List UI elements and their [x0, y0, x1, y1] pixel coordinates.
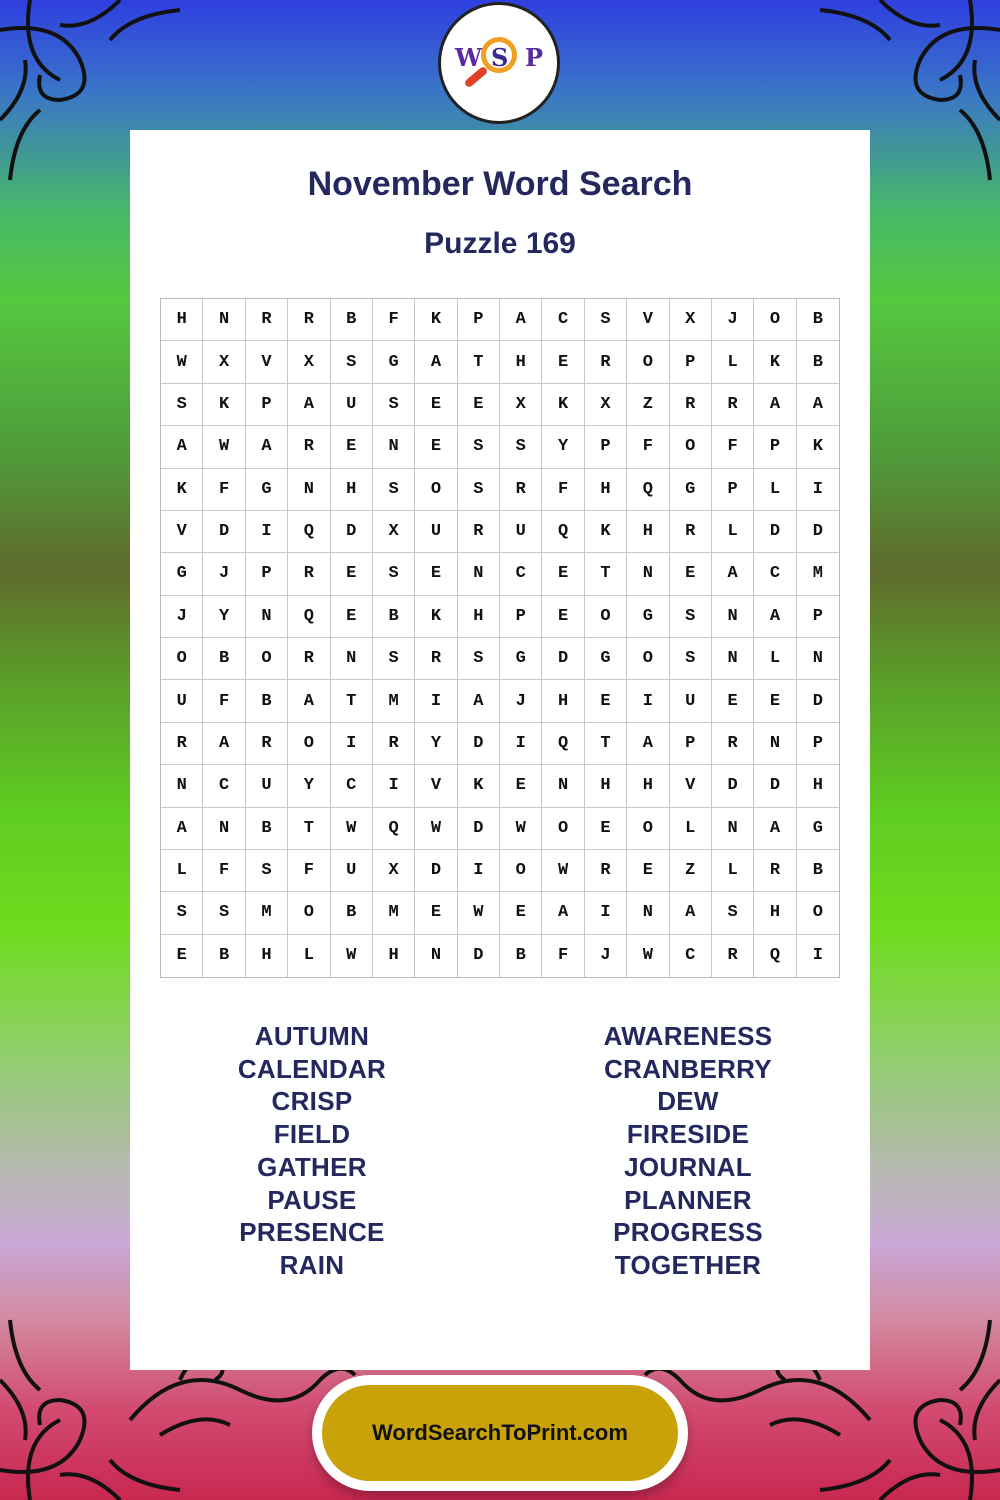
grid-cell[interactable]: D — [542, 638, 584, 680]
grid-cell[interactable]: R — [712, 935, 754, 977]
wsp-logo[interactable] — [438, 2, 560, 124]
grid-cell[interactable]: Q — [288, 511, 330, 553]
grid-cell[interactable]: S — [373, 553, 415, 595]
grid-cell[interactable]: Q — [288, 596, 330, 638]
grid-cell[interactable]: G — [797, 808, 839, 850]
grid-cell[interactable]: O — [288, 723, 330, 765]
grid-cell[interactable]: O — [754, 299, 796, 341]
grid-cell[interactable]: N — [415, 935, 457, 977]
grid-cell[interactable]: R — [712, 384, 754, 426]
logo-letter-p: P — [525, 43, 544, 72]
grid-cell[interactable]: O — [627, 808, 669, 850]
grid-cell[interactable]: S — [670, 596, 712, 638]
grid-cell[interactable]: N — [712, 808, 754, 850]
page-title: November Word Search — [307, 165, 693, 203]
grid-cell[interactable]: X — [288, 341, 330, 383]
grid-cell[interactable]: D — [458, 808, 500, 850]
grid-cell[interactable]: D — [458, 935, 500, 977]
grid-cell[interactable]: I — [415, 680, 457, 722]
grid-cell[interactable]: O — [246, 638, 288, 680]
grid-cell[interactable]: W — [542, 850, 584, 892]
grid-cell[interactable]: B — [203, 935, 245, 977]
grid-cell[interactable]: A — [542, 892, 584, 934]
grid-cell[interactable]: A — [754, 808, 796, 850]
grid-cell[interactable]: B — [797, 341, 839, 383]
grid-cell[interactable]: S — [458, 426, 500, 468]
grid-cell[interactable]: P — [670, 341, 712, 383]
grid-cell[interactable]: E — [500, 892, 542, 934]
grid-cell[interactable]: K — [797, 426, 839, 468]
grid-cell[interactable]: A — [161, 808, 203, 850]
grid-cell[interactable]: T — [585, 553, 627, 595]
grid-cell[interactable]: H — [542, 680, 584, 722]
grid-cell[interactable]: O — [627, 638, 669, 680]
logo-letter-w: W — [455, 43, 482, 72]
grid-cell[interactable]: X — [670, 299, 712, 341]
grid-cell[interactable]: H — [331, 469, 373, 511]
grid-cell[interactable]: B — [246, 808, 288, 850]
grid-cell[interactable]: U — [246, 765, 288, 807]
grid-cell[interactable]: G — [627, 596, 669, 638]
grid-cell[interactable]: P — [797, 596, 839, 638]
grid-cell[interactable]: N — [203, 299, 245, 341]
grid-cell[interactable]: E — [331, 553, 373, 595]
grid-cell[interactable]: O — [627, 341, 669, 383]
grid-cell[interactable]: R — [754, 850, 796, 892]
grid-cell[interactable]: H — [627, 511, 669, 553]
grid-cell[interactable]: D — [754, 511, 796, 553]
grid-cell[interactable]: A — [458, 680, 500, 722]
grid-cell[interactable]: G — [500, 638, 542, 680]
grid-cell[interactable]: H — [246, 935, 288, 977]
grid-cell[interactable]: A — [288, 680, 330, 722]
grid-cell[interactable]: S — [331, 341, 373, 383]
grid-cell[interactable]: W — [331, 935, 373, 977]
puzzle-number: Puzzle 169 — [424, 227, 576, 260]
word-item: GATHER — [257, 1151, 367, 1182]
word-item: PRESENCE — [239, 1217, 385, 1248]
grid-cell[interactable]: I — [500, 723, 542, 765]
grid-cell[interactable]: R — [288, 426, 330, 468]
grid-cell[interactable]: J — [500, 680, 542, 722]
grid-cell[interactable]: W — [161, 341, 203, 383]
grid-cell[interactable]: F — [542, 469, 584, 511]
grid-cell[interactable]: U — [415, 511, 457, 553]
grid-cell[interactable]: G — [585, 638, 627, 680]
grid-cell[interactable]: Q — [754, 935, 796, 977]
grid-cell[interactable]: N — [797, 638, 839, 680]
grid-cell[interactable]: L — [670, 808, 712, 850]
grid-cell[interactable]: C — [754, 553, 796, 595]
grid-cell[interactable]: E — [161, 935, 203, 977]
word-item: PAUSE — [267, 1184, 357, 1215]
grid-cell[interactable]: R — [288, 553, 330, 595]
grid-cell[interactable]: H — [585, 469, 627, 511]
grid-cell[interactable]: R — [161, 723, 203, 765]
grid-cell[interactable]: N — [627, 553, 669, 595]
grid-cell[interactable]: S — [585, 299, 627, 341]
word-item: CALENDAR — [237, 1053, 387, 1084]
website-label: WordSearchToPrint.com — [372, 1420, 628, 1445]
grid-cell[interactable]: W — [203, 426, 245, 468]
word-item: AUTUMN — [254, 1021, 370, 1051]
grid-cell[interactable]: D — [797, 511, 839, 553]
grid-cell[interactable]: Y — [203, 596, 245, 638]
grid-cell[interactable]: E — [415, 892, 457, 934]
grid-cell[interactable]: E — [458, 384, 500, 426]
grid-cell[interactable]: R — [670, 511, 712, 553]
grid-cell[interactable]: V — [627, 299, 669, 341]
grid-cell[interactable]: L — [754, 469, 796, 511]
grid-cell[interactable]: H — [373, 935, 415, 977]
grid-cell[interactable]: N — [458, 553, 500, 595]
grid-cell[interactable]: R — [585, 850, 627, 892]
grid-cell[interactable]: E — [754, 680, 796, 722]
grid-cell[interactable]: F — [203, 850, 245, 892]
grid-cell[interactable]: U — [500, 511, 542, 553]
grid-cell[interactable]: R — [670, 384, 712, 426]
grid-cell[interactable]: W — [627, 935, 669, 977]
grid-cell[interactable]: R — [712, 723, 754, 765]
grid-cell[interactable]: B — [331, 892, 373, 934]
grid-cell[interactable]: F — [288, 850, 330, 892]
grid-cell[interactable]: K — [415, 596, 457, 638]
word-item: PROGRESS — [613, 1217, 763, 1248]
grid-cell[interactable]: E — [712, 680, 754, 722]
grid-cell[interactable]: N — [331, 638, 373, 680]
grid-cell[interactable]: I — [627, 680, 669, 722]
grid-cell[interactable]: I — [585, 892, 627, 934]
grid-cell[interactable]: L — [161, 850, 203, 892]
grid-cell[interactable]: B — [797, 299, 839, 341]
grid-cell[interactable]: X — [500, 384, 542, 426]
grid-cell[interactable]: D — [415, 850, 457, 892]
grid-cell[interactable]: D — [203, 511, 245, 553]
grid-cell[interactable]: U — [331, 850, 373, 892]
grid-cell[interactable]: R — [458, 511, 500, 553]
grid-cell[interactable]: G — [246, 469, 288, 511]
word-item: JOURNAL — [624, 1151, 752, 1182]
grid-cell[interactable]: S — [458, 469, 500, 511]
grid-cell[interactable]: F — [627, 426, 669, 468]
grid-cell[interactable]: R — [288, 299, 330, 341]
word-list-left — [182, 1020, 442, 1282]
grid-cell[interactable]: E — [585, 808, 627, 850]
grid-cell[interactable]: I — [812, 946, 823, 966]
grid-cell[interactable]: Z — [627, 384, 669, 426]
grid-cell[interactable]: R — [246, 723, 288, 765]
grid-cell[interactable]: N — [712, 596, 754, 638]
grid-cell[interactable]: L — [288, 935, 330, 977]
grid-cell[interactable]: N — [161, 765, 203, 807]
grid-cell[interactable]: N — [288, 469, 330, 511]
word-item: PLANNER — [624, 1184, 752, 1215]
grid-cell[interactable]: S — [161, 384, 203, 426]
grid-cell[interactable]: N — [754, 723, 796, 765]
grid-cell[interactable]: N — [542, 765, 584, 807]
grid-cell[interactable]: L — [712, 511, 754, 553]
grid-cell[interactable]: D — [458, 723, 500, 765]
grid-cell[interactable]: A — [288, 384, 330, 426]
grid-cell[interactable]: E — [670, 553, 712, 595]
grid-cell[interactable]: P — [585, 426, 627, 468]
grid-cell[interactable]: D — [754, 765, 796, 807]
grid-cell[interactable]: O — [542, 808, 584, 850]
grid-cell[interactable]: O — [415, 469, 457, 511]
grid-cell[interactable]: C — [203, 765, 245, 807]
grid-cell[interactable]: T — [458, 341, 500, 383]
grid-cell[interactable]: O — [797, 892, 839, 934]
grid-cell[interactable]: N — [627, 892, 669, 934]
grid-cell[interactable]: K — [203, 384, 245, 426]
grid-cell[interactable]: P — [754, 426, 796, 468]
grid-cell[interactable]: M — [373, 892, 415, 934]
grid-cell[interactable]: K — [458, 765, 500, 807]
grid-cell[interactable]: S — [373, 469, 415, 511]
grid-cell[interactable]: S — [500, 426, 542, 468]
grid-cell[interactable]: T — [288, 808, 330, 850]
website-button[interactable] — [322, 1385, 678, 1481]
grid-cell[interactable]: X — [373, 511, 415, 553]
grid-cell[interactable]: S — [712, 892, 754, 934]
grid-cell[interactable]: S — [373, 638, 415, 680]
grid-cell[interactable]: B — [331, 299, 373, 341]
grid-cell[interactable]: Z — [670, 850, 712, 892]
grid-cell[interactable]: H — [585, 765, 627, 807]
grid-cell[interactable]: I — [797, 469, 839, 511]
grid-cell[interactable]: A — [246, 426, 288, 468]
grid-cell[interactable]: H — [627, 765, 669, 807]
grid-cell[interactable]: O — [288, 892, 330, 934]
grid-cell[interactable]: D — [797, 680, 839, 722]
grid-cell[interactable]: U — [670, 680, 712, 722]
word-item: TOGETHER — [614, 1249, 762, 1280]
grid-cell[interactable]: J — [161, 596, 203, 638]
grid-cell[interactable]: R — [288, 638, 330, 680]
grid-cell[interactable]: J — [585, 935, 627, 977]
grid-cell[interactable]: X — [585, 384, 627, 426]
grid-cell[interactable]: E — [415, 553, 457, 595]
grid-cell[interactable]: M — [797, 553, 839, 595]
grid-cell[interactable]: G — [161, 553, 203, 595]
grid-cell[interactable]: C — [331, 765, 373, 807]
grid-cell[interactable]: I — [458, 850, 500, 892]
grid-cell[interactable]: V — [670, 765, 712, 807]
grid-cell[interactable]: P — [246, 553, 288, 595]
grid-cell[interactable]: H — [458, 596, 500, 638]
grid-cell[interactable]: W — [458, 892, 500, 934]
grid-cell[interactable]: S — [373, 384, 415, 426]
grid-cell[interactable]: V — [246, 341, 288, 383]
grid-cell[interactable]: P — [246, 384, 288, 426]
grid-cell[interactable]: G — [373, 341, 415, 383]
grid-cell[interactable]: A — [754, 596, 796, 638]
grid-cell[interactable]: A — [161, 426, 203, 468]
grid-cell[interactable]: C — [542, 299, 584, 341]
grid-cell[interactable]: P — [458, 299, 500, 341]
grid-cell[interactable]: K — [585, 511, 627, 553]
grid-cell[interactable]: X — [373, 850, 415, 892]
grid-cell[interactable]: K — [161, 469, 203, 511]
grid-cell[interactable]: X — [203, 341, 245, 383]
word-item: CRISP — [271, 1086, 353, 1117]
grid-cell[interactable]: O — [161, 638, 203, 680]
grid-cell[interactable]: O — [585, 596, 627, 638]
grid-cell[interactable]: E — [585, 680, 627, 722]
grid-cell[interactable]: F — [712, 426, 754, 468]
grid-cell[interactable]: F — [203, 680, 245, 722]
grid-cell[interactable]: Y — [288, 765, 330, 807]
grid-cell[interactable]: S — [203, 892, 245, 934]
grid-cell[interactable]: E — [415, 384, 457, 426]
grid-cell[interactable]: U — [331, 384, 373, 426]
grid-cell[interactable]: V — [161, 511, 203, 553]
grid-cell[interactable]: A — [754, 384, 796, 426]
word-item: AWARENESS — [603, 1021, 773, 1051]
word-item: CRANBERRY — [604, 1053, 772, 1084]
grid-cell[interactable]: T — [331, 680, 373, 722]
grid-cell[interactable]: U — [161, 680, 203, 722]
grid-cell[interactable]: H — [754, 892, 796, 934]
grid-cell[interactable]: L — [712, 850, 754, 892]
word-item: FIELD — [273, 1119, 351, 1150]
grid-cell[interactable]: H — [161, 299, 203, 341]
grid-cell[interactable]: P — [712, 469, 754, 511]
grid-cell[interactable]: Y — [542, 426, 584, 468]
grid-cell[interactable]: A — [797, 384, 839, 426]
grid-cell[interactable]: R — [373, 723, 415, 765]
grid-cell[interactable]: N — [712, 638, 754, 680]
grid-cell[interactable]: Q — [627, 469, 669, 511]
grid-cell[interactable]: G — [670, 469, 712, 511]
logo-letter-s: S — [491, 43, 509, 72]
grid-cell[interactable]: W — [500, 808, 542, 850]
grid-cell[interactable]: E — [331, 596, 373, 638]
grid-cell[interactable]: N — [246, 596, 288, 638]
grid-cell[interactable]: D — [712, 765, 754, 807]
letter-grid — [160, 298, 840, 978]
grid-cell[interactable]: C — [500, 553, 542, 595]
grid-cell[interactable]: K — [415, 299, 457, 341]
grid-cell[interactable]: K — [754, 341, 796, 383]
grid-cell[interactable]: F — [203, 469, 245, 511]
grid-cell[interactable]: A — [627, 723, 669, 765]
grid-cell[interactable]: S — [670, 638, 712, 680]
grid-cell[interactable]: E — [542, 341, 584, 383]
grid-cell[interactable]: K — [542, 384, 584, 426]
grid-cell[interactable]: A — [203, 723, 245, 765]
grid-cell[interactable]: I — [331, 723, 373, 765]
grid-cell[interactable]: F — [542, 935, 584, 977]
grid-cell[interactable]: O — [500, 850, 542, 892]
grid-cell[interactable]: T — [585, 723, 627, 765]
word-item: FIRESIDE — [626, 1119, 750, 1150]
grid-cell[interactable]: S — [161, 892, 203, 934]
grid-cell[interactable]: P — [670, 723, 712, 765]
grid-cell[interactable]: Y — [415, 723, 457, 765]
grid-cell[interactable]: V — [415, 765, 457, 807]
grid-cell[interactable]: I — [373, 765, 415, 807]
grid-cell[interactable]: B — [797, 850, 839, 892]
grid-cell[interactable]: R — [585, 341, 627, 383]
logo-mark — [449, 33, 549, 93]
grid-cell[interactable]: H — [500, 341, 542, 383]
grid-cell[interactable]: L — [754, 638, 796, 680]
grid-cell[interactable]: O — [670, 426, 712, 468]
grid-cell[interactable]: N — [373, 426, 415, 468]
grid-cell[interactable]: E — [415, 426, 457, 468]
grid-cell[interactable]: A — [712, 553, 754, 595]
grid-cell[interactable]: R — [415, 638, 457, 680]
grid-cell[interactable]: P — [797, 723, 839, 765]
grid-cell[interactable]: W — [415, 808, 457, 850]
grid-cell[interactable]: Q — [542, 723, 584, 765]
grid-cell[interactable]: I — [246, 511, 288, 553]
grid-cell[interactable]: W — [331, 808, 373, 850]
grid-cell[interactable]: B — [500, 935, 542, 977]
grid-cell[interactable]: B — [373, 596, 415, 638]
word-item: DEW — [657, 1086, 719, 1117]
word-list-right — [558, 1020, 818, 1282]
grid-cell[interactable]: B — [203, 638, 245, 680]
grid-cell[interactable]: A — [670, 892, 712, 934]
word-item: RAIN — [279, 1249, 345, 1280]
grid-cell[interactable]: E — [542, 553, 584, 595]
grid-cell[interactable]: D — [331, 511, 373, 553]
grid-cell[interactable]: J — [203, 553, 245, 595]
grid-cell[interactable]: L — [712, 341, 754, 383]
grid-cell[interactable]: N — [203, 808, 245, 850]
grid-cell[interactable]: M — [246, 892, 288, 934]
grid-cell[interactable]: P — [500, 596, 542, 638]
grid-cell[interactable]: S — [458, 638, 500, 680]
grid-cell[interactable]: R — [500, 469, 542, 511]
grid-cell[interactable]: B — [246, 680, 288, 722]
grid-cell[interactable]: H — [797, 765, 839, 807]
grid-cell[interactable]: E — [542, 596, 584, 638]
grid-cell[interactable]: E — [331, 426, 373, 468]
grid-cell[interactable]: A — [500, 299, 542, 341]
grid-cell[interactable]: E — [627, 850, 669, 892]
grid-cell[interactable]: R — [246, 299, 288, 341]
grid-cell[interactable]: F — [373, 299, 415, 341]
grid-cell[interactable]: Q — [542, 511, 584, 553]
grid-cell[interactable]: M — [373, 680, 415, 722]
grid-cell[interactable]: C — [670, 935, 712, 977]
grid-cell[interactable]: E — [500, 765, 542, 807]
grid-cell[interactable]: S — [246, 850, 288, 892]
grid-cell[interactable]: J — [712, 299, 754, 341]
grid-cell[interactable]: A — [415, 341, 457, 383]
grid-cell[interactable]: Q — [373, 808, 415, 850]
